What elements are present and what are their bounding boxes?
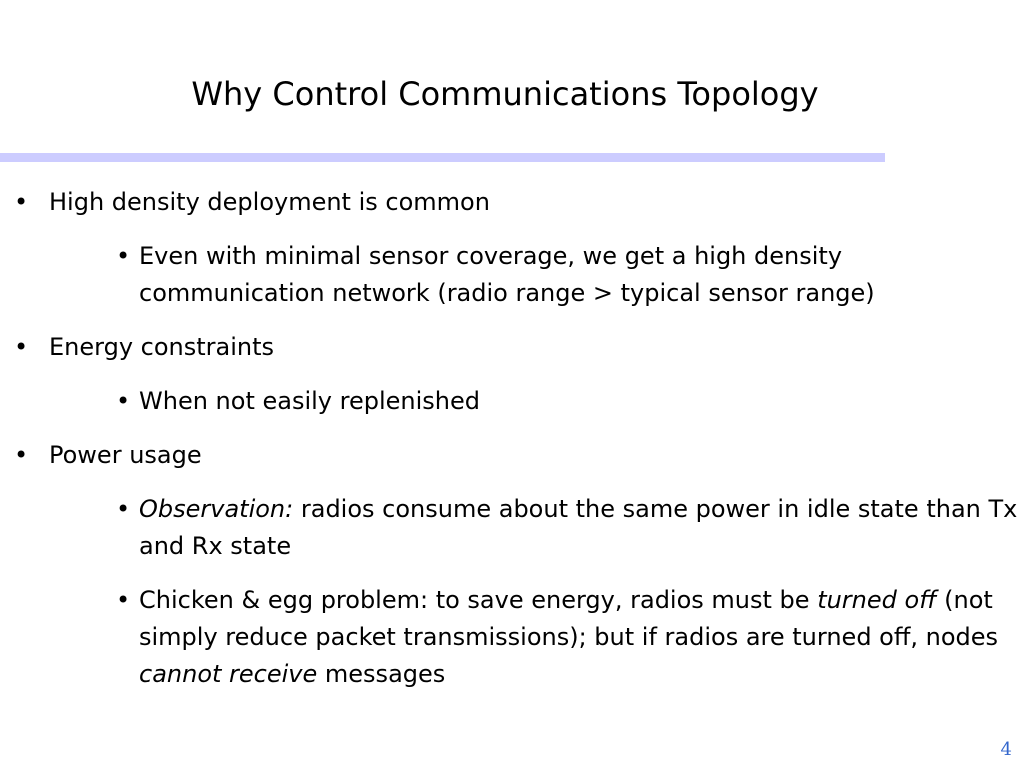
bullet-text: Power usage [49,441,202,469]
bullet-text: High density deployment is common [49,188,490,216]
bullet-dot: • [14,188,29,216]
text-segment: When not easily replenished [139,387,480,415]
sub-bullet-item-observation [0,491,1024,565]
text-segment: messages [317,660,446,688]
title-divider [0,153,885,162]
bullet-item-energy-constraints [0,329,1024,366]
text-segment: radios consume about the same power in idle state than Tx and Rx state [139,495,1018,560]
bullet-dot: • [14,441,29,469]
bullet-item-high-density [0,184,1024,221]
bullet-list [0,184,1024,710]
sub-bullet-item-not-replenished [0,383,1024,420]
sub-bullet-dot: • [116,242,131,270]
text-segment-italic: turned off [817,586,937,614]
sub-bullet-item-minimal-coverage [0,238,1024,312]
sub-bullet-text [139,387,480,415]
sub-bullet-dot: • [116,387,131,415]
text-segment-italic: Observation: [139,495,294,523]
text-segment: Even with minimal sensor coverage, we get a high density communication network (radio range > typical sensor range) [139,242,875,307]
sub-bullet-text [139,586,998,688]
sub-bullet-dot: • [116,586,131,614]
text-segment: (not simply reduce packet transmissions); but if radios are turned off, nodes [139,586,999,651]
bullet-dot: • [14,333,29,361]
page-number: 4 [1000,739,1012,760]
bullet-item-power-usage [0,437,1024,474]
slide-title: Why Control Communications Topology [191,75,819,113]
sub-bullet-text [139,242,875,307]
sub-bullet-item-chicken-egg [0,582,1024,693]
text-segment-italic: cannot receive [139,660,318,688]
sub-bullet-dot: • [116,495,131,523]
sub-bullet-text [139,495,1017,560]
text-segment: Chicken & egg problem: to save energy, radios must be [139,586,818,614]
bullet-text: Energy constraints [49,333,275,361]
